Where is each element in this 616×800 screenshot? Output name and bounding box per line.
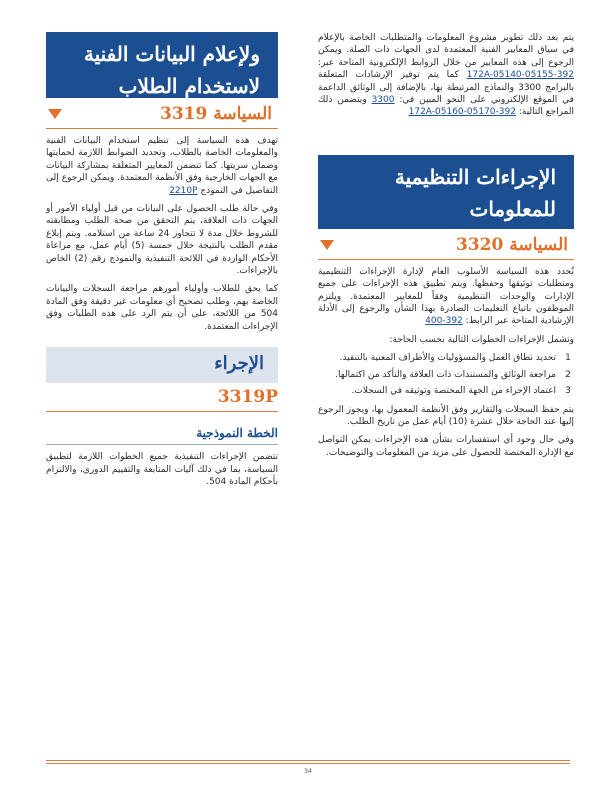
triangle-down-icon — [48, 109, 62, 119]
paragraph: يتم حفظ السجلات والتقارير وفق الأنظمة المعمول بها، ويجوز الرجوع إليها عند الحاجة خلال عشرة (10) أيام عمل من تاريخ الطلب. — [318, 404, 574, 427]
footer-rule — [46, 763, 570, 764]
reference-link[interactable]: 392-172A-05160-05170 — [408, 107, 516, 118]
paragraph-text: تهدف هذه السياسة إلى تنظيم استخدام البيانات الفنية والمعلومات الخاصة بالطلاب، وتحديد الضوابط اللازمة لحمايتها وضمان سريتها. كما تتضمن المعايير المتعلقة بمشاركة البيانات مع الجهات الخارجية وفق الأنظمة المعتمدة. ويمكن الرجوع إلى التفاصيل في النموذج — [46, 136, 278, 196]
policy-link[interactable]: 2210P — [169, 185, 198, 196]
column-primary — [318, 32, 574, 459]
paragraph — [318, 32, 574, 119]
paragraph: وتشمل الإجراءات الخطوات التالية بحسب الحاجة: — [389, 334, 574, 345]
list-item: 1 تحديد نطاق العمل والمسؤوليات والأطراف المعنية بالتنفيذ. — [339, 353, 571, 364]
procedure-banner: الإجراء — [46, 347, 278, 383]
paragraph — [318, 266, 574, 328]
paragraph-text: كما يتم توفير الإرشادات المتعلقة بالبرامج 3300 والنماذج المرتبطة بها، بالإضافة إلى الوثائق الداعمة في الموقع الإلكتروني على النحو المبين في: — [318, 70, 574, 106]
subheading: الخطة النموذجية — [46, 426, 278, 445]
paragraph: وفي حالة طلب الحصول على البيانات من قبل أولياء الأمور أو الجهات ذات العلاقة، يتم التحقق من صحة الطلب ومطابقته للشروط خلال مدة لا تتجاوز 24 ساعة من استلامه. ويتم إبلاغ مقدم الطلب بالنتيجة خلال خمسة (5) أيام عمل، مع مراعاة الأحكام الواردة في اللائحة التنفيذية والنموذج رقم (2) الخاص بالإجراءات. — [46, 204, 279, 277]
paragraph: تتضمن الإجراءات التنفيذية جميع الخطوات اللازمة لتطبيق السياسة، بما في ذلك آليات المتابعة والتقييم الدوري، والالتزام بأحكام المادة 504. — [46, 452, 278, 487]
section-header: ولإعلام البيانات الفنية لاستخدام الطلاب — [46, 32, 278, 98]
list-item: 3 اعتماد الإجراء من الجهة المختصة وتوثيقه في السجلات. — [351, 386, 571, 397]
section-number: السياسة 3320 — [456, 234, 568, 255]
paragraph-text: تُحدد هذه السياسة الأسلوب العام لإدارة الإجراءات التنظيمية ومتطلبات توثيقها وحفظها. ويتم تطبيق هذه الإجراءات على جميع الإدارات والوحدات التنظيمية وفقاً للمعايير المعتمدة. ويلتزم الموظفون باتباع التعليمات الصادرة بهذا الشأن والرجوع إلى الأدلة الإرشادية المتاحة عبر الرابط: — [318, 266, 574, 327]
steps-list — [318, 352, 574, 397]
section-title-row — [46, 98, 278, 129]
procedure-number: 3319P — [46, 383, 278, 412]
paragraph-text: ويتضمن ذلك المراجع التالية: — [318, 95, 574, 118]
triangle-down-icon — [320, 240, 334, 250]
section-title-row — [318, 229, 574, 260]
paragraph-text: يتم بعد ذلك تطوير مشروع المعلومات والمتطلبات الخاصة بالإعلام في سياق المعايير الفنية المعتمدة لدى الجهات ذات الصلة. ويمكن الرجوع إلى هذه المعايير من خلال الروابط الإلكترونية المتاحة عبر: — [318, 33, 574, 68]
section-header: الإجراءات التنظيمية للمعلومات — [318, 155, 574, 229]
reference-link[interactable]: 392-172A-05140-05155 — [466, 70, 574, 81]
page-number: 34 — [304, 768, 312, 775]
paragraph: وفي حال وجود أي استفسارات بشأن هذه الإجراءات يمكن التواصل مع الإدارة المختصة للحصول على مزيد من المعلومات والتوضيحات. — [318, 435, 574, 458]
column-secondary — [46, 32, 278, 488]
paragraph — [46, 135, 278, 197]
section-number: السياسة 3319 — [160, 104, 272, 124]
reference-link[interactable]: 3300 — [371, 95, 395, 106]
list-item: 2 مراجعة الوثائق والمستندات ذات العلاقة والتأكد من اكتمالها. — [335, 369, 571, 380]
paragraph: كما يحق للطلاب وأولياء أمورهم مراجعة السجلات والبيانات الخاصة بهم، وطلب تصحيح أي معلومات غير دقيقة وفق المادة 504 من اللائحة، على أن يتم الرد على هذه الطلبات وفق الإجراءات المعتمدة. — [46, 284, 278, 332]
footer-rule — [46, 760, 570, 761]
reference-link[interactable]: 392-400 — [425, 316, 463, 327]
